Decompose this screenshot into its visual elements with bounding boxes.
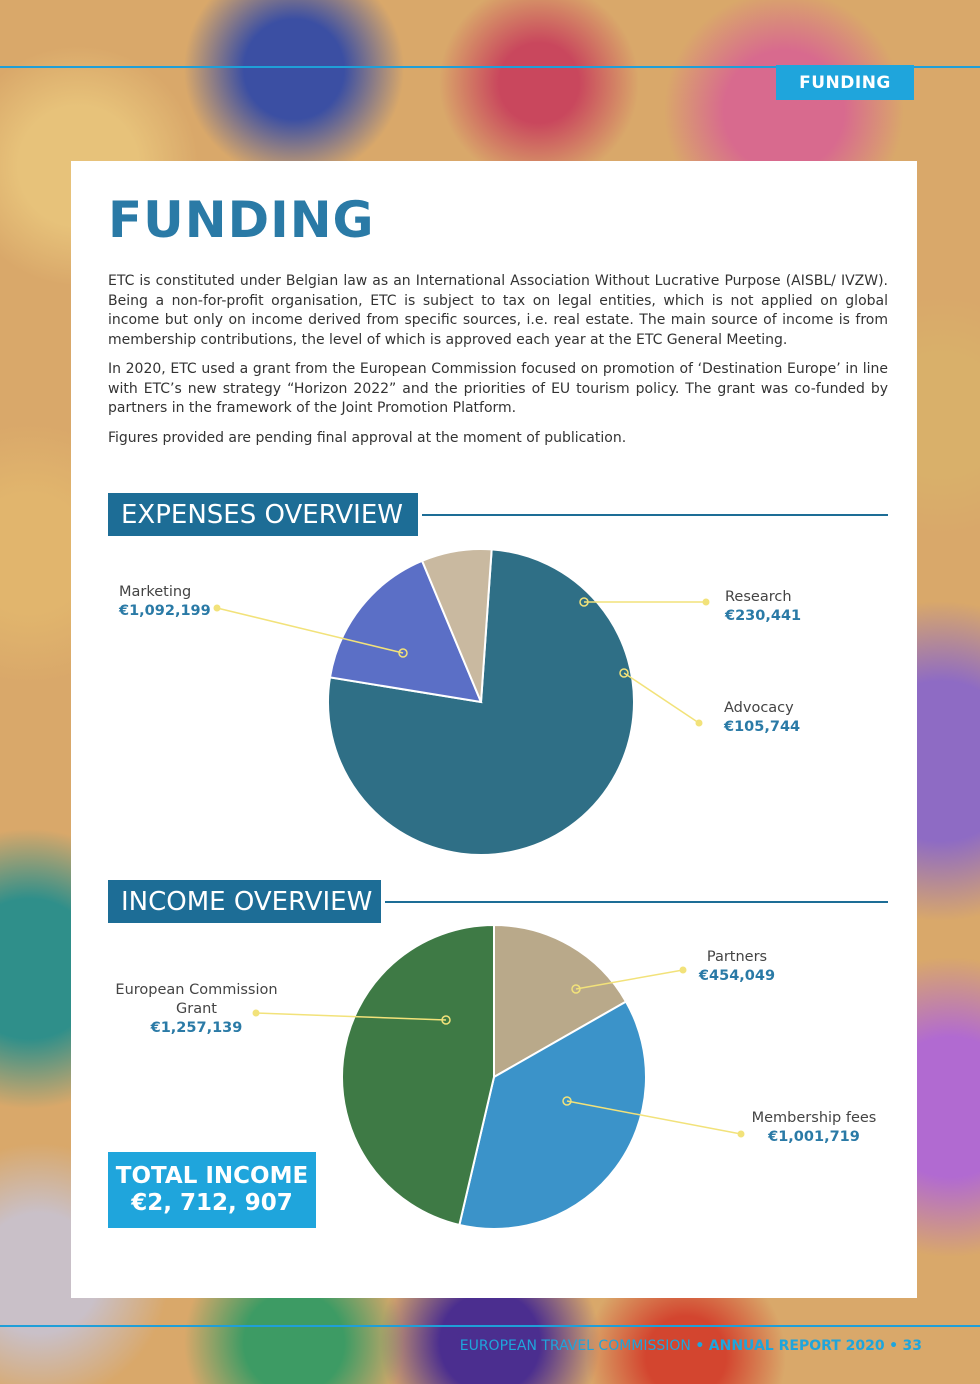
grant-paragraph: In 2020, ETC used a grant from the European Commission focused on promotion of ‘Destination Europe’ in line with ETC’s new strategy “Horizon 2022” and the priorities of EU tourism policy. The grant was co-funded by partners in the framework of the Joint Promotion Platform. <box>108 361 888 416</box>
advocacy-name: Advocacy <box>724 700 794 716</box>
bottom-rule <box>0 1325 980 1327</box>
total-income-value: €2, 712, 907 <box>131 1190 293 1216</box>
section-tag: FUNDING <box>776 65 914 100</box>
total-income-label: TOTAL INCOME <box>115 1163 309 1189</box>
expenses-pie-chart <box>328 549 634 855</box>
income-heading: INCOME OVERVIEW <box>108 880 381 923</box>
grant-name-line1: European Commission <box>115 982 278 998</box>
grant-value: €1,257,139 <box>150 1020 243 1036</box>
membership-leader-dot <box>738 1131 745 1138</box>
advocacy-value: €105,744 <box>724 719 801 735</box>
advocacy-leader-line <box>624 673 699 723</box>
footer <box>460 1338 922 1354</box>
membership-value: €1,001,719 <box>768 1129 860 1145</box>
footer-report: ANNUAL REPORT 2020 <box>708 1338 885 1354</box>
footer-page-number: 33 <box>902 1338 922 1354</box>
grant-leader-dot <box>253 1010 260 1017</box>
income-pie-chart <box>342 925 646 1229</box>
expenses-heading: EXPENSES OVERVIEW <box>108 493 418 536</box>
advocacy-leader-dot <box>696 720 703 727</box>
pie-charts <box>71 161 917 1298</box>
partners-leader-dot <box>680 967 687 974</box>
marketing-value: €1,092,199 <box>119 603 211 619</box>
marketing-name: Marketing <box>119 584 192 600</box>
partners-name: Partners <box>706 949 768 965</box>
footer-separator-1: • <box>695 1338 705 1354</box>
content-card <box>71 161 917 1298</box>
marketing-leader-dot <box>214 605 221 612</box>
research-leader-dot <box>703 599 710 606</box>
partners-value: €454,049 <box>698 968 776 984</box>
research-name: Research <box>725 589 792 605</box>
intro-paragraph: ETC is constituted under Belgian law as an International Association Without Lucrative Purpose (AISBL/ IVZW). Being a non-for-profit organisation, ETC is subject to tax on legal entities, which is not applied on global income but only on income derived from specific sources, i.e. real estate. The main source of income is from membership contributions, the level of which is approved each year at the ETC General Meeting. <box>108 273 888 348</box>
footer-separator-2: • <box>889 1338 899 1354</box>
note-paragraph: Figures provided are pending final approval at the moment of publication. <box>108 430 627 446</box>
grant-name-line2: Grant <box>176 1001 217 1017</box>
research-value: €230,441 <box>725 608 802 624</box>
footer-org: EUROPEAN TRAVEL COMMISSION <box>459 1338 691 1354</box>
page-title: FUNDING <box>108 191 375 249</box>
membership-name: Membership fees <box>751 1110 877 1126</box>
